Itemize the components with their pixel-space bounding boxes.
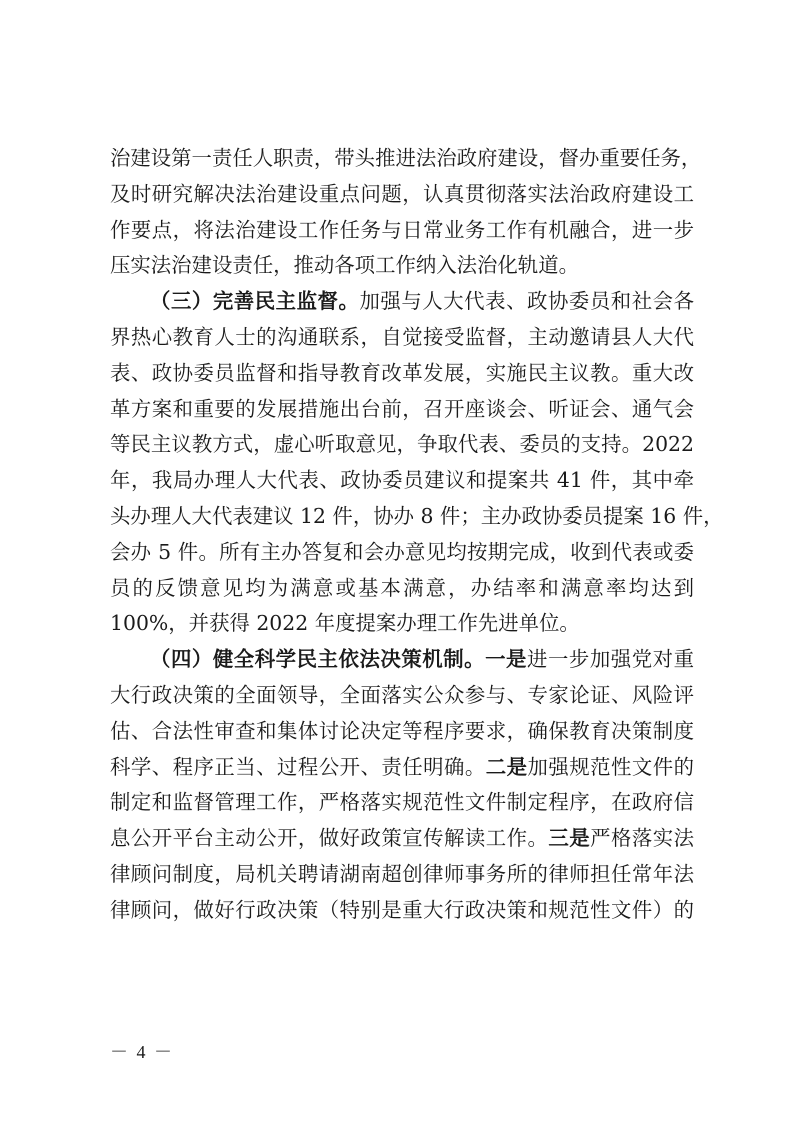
emphasis-text: 一是 [485,647,527,672]
paragraph-line: 头办理人大代表建议 12 件，协办 8 件；主办政协委员提案 16 件， [110,503,724,528]
paragraph-line [110,821,694,857]
paragraph-line: 会办 5 件。所有主办答复和会办意见均按期完成，收到代表或委 [110,539,694,564]
paragraph-line: 及时研究解决法治建设重点问题，认真贯彻落实法治政府建设工 [110,181,694,206]
page-number: － 4 － [110,1042,174,1062]
paragraph-line: 表、政协委员监督和指导教育改革发展，实施民主议教。重大改 [110,360,694,385]
paragraph-line: 律顾问，做好行政决策（特别是重大行政决策和规范性文件）的 [110,897,694,922]
paragraph-line: 压实法治建设责任，推动各项工作纳入法治化轨道。 [110,253,579,278]
paragraph-line: 治建设第一责任人职责，带头推进法治政府建设，督办重要任务， [110,146,702,170]
paragraph-line: 革方案和重要的发展措施出台前，召开座谈会、听证会、通气会 [110,396,694,421]
paragraph-line: 界热心教育人士的沟通联系，自觉接受监督，主动邀请县人大代 [110,324,694,349]
paragraph-text: 加强规范性文件的 [527,754,695,779]
paragraph-line [110,642,694,678]
paragraph-line [110,284,694,320]
paragraph-line [110,750,694,786]
section-heading: （三）完善民主监督。 [150,289,360,314]
paragraph-text: 严格落实法 [590,826,695,851]
emphasis-text: 二是 [485,754,528,779]
paragraph-line: 制定和监督管理工作，严格落实规范性文件制定程序，在政府信 [110,790,694,815]
paragraph-text: 息公开平台主动公开，做好政策宣传解读工作。 [110,826,549,851]
paragraph-line: 100%，并获得 2022 年度提案办理工作先进单位。 [110,611,580,636]
paragraph-line: 等民主议教方式，虚心听取意见，争取代表、委员的支持。2022 [110,432,694,457]
paragraph-text: 科学、程序正当、过程公开、责任明确。 [110,754,486,779]
document-body [110,141,724,929]
paragraph-text: 进一步加强党对重 [527,647,695,672]
paragraph-line: 大行政决策的全面领导，全面落实公众参与、专家论证、风险评 [110,682,694,707]
section-heading: （四）健全科学民主依法决策机制。 [150,647,486,672]
emphasis-text: 三是 [548,826,591,851]
paragraph-text: 加强与人大代表、政协委员和社会各 [359,289,695,314]
paragraph-line: 律顾问制度，局机关聘请湖南超创律师事务所的律师担任常年法 [110,861,694,886]
paragraph-line: 年，我局办理人大代表、政协委员建议和提案共 41 件，其中牵 [110,468,694,493]
paragraph-line: 员的反馈意见均为满意或基本满意，办结率和满意率均达到 [110,575,694,600]
paragraph-line: 估、合法性审查和集体讨论决定等程序要求，确保教育决策制度 [110,718,694,743]
paragraph-line: 作要点，将法治建设工作任务与日常业务工作有机融合，进一步 [110,217,694,242]
